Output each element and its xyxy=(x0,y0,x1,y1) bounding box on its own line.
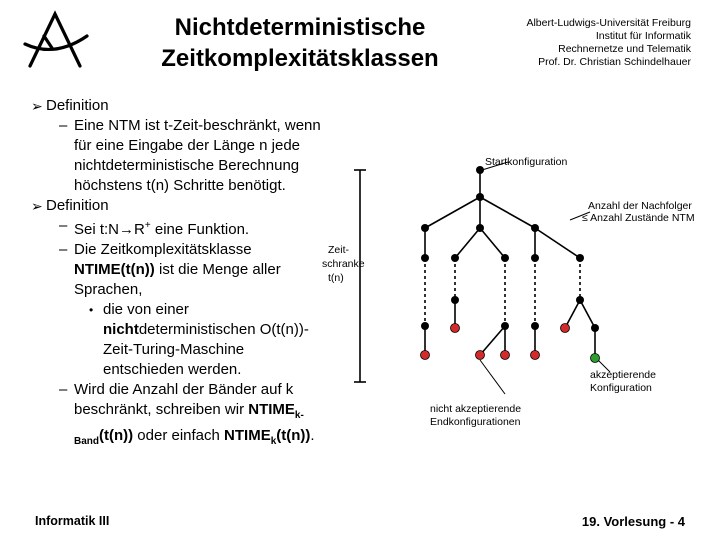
definition-2-subitem: • die von einer nichtdeterministischen O(t(n))-Zeit-Turing-Maschine entschieden werden. xyxy=(89,301,309,378)
definition-2-item-tapes: – Wird die Anzahl der Bänder auf k beschränkt, schreiben wir $NTIME_{k-Band}(t(n))$ oder einfach $NTIME_k(t(n))$. xyxy=(59,381,315,447)
label-start-configuration: Startkonfiguration xyxy=(485,156,568,168)
definition-1-text: – Eine NTM ist t-Zeit-beschränkt, wenn für eine Eingabe der Länge n jede nichtdeterministische Berechnung höchstens t(n) Schritte benötigt. xyxy=(59,117,321,194)
label-successors-line1: Anzahl der Nachfolger xyxy=(588,200,692,212)
slide-title: Nichtdeterministische Zeitkomplexitätsklassen xyxy=(161,14,439,72)
institution-line: Prof. Dr. Christian Schindelhauer xyxy=(538,56,691,68)
label-time-bound-line2: schranke xyxy=(322,258,365,270)
institution-line: Albert-Ludwigs-Universität Freiburg xyxy=(526,17,691,29)
institution-block xyxy=(471,17,691,69)
footer-page-number: 19. Vorlesung - 4 xyxy=(581,514,685,529)
label-successors-line2: ≤ Anzahl Zustände NTM xyxy=(582,212,695,224)
arrow-bullet-icon: ➢ xyxy=(31,198,43,214)
label-rejecting-line2: Endkonfigurationen xyxy=(430,416,521,428)
label-accepting-line1: akzeptierende xyxy=(590,369,656,381)
bullet-definition-1: ➢ Definition xyxy=(31,97,109,114)
computation-tree-diagram xyxy=(320,150,715,440)
slide-content xyxy=(31,96,321,452)
bullet-definition-2: ➢ Definition xyxy=(31,197,109,214)
definition-2-item-function: – Sei t:N→R+ eine Funktion. xyxy=(59,217,250,238)
institution-line: Rechnernetze und Telematik xyxy=(558,43,691,55)
arrow-bullet-icon: ➢ xyxy=(31,98,43,114)
label-rejecting-line1: nicht akzeptierende xyxy=(430,403,522,415)
label-accepting-line2: Konfiguration xyxy=(590,382,652,394)
label-time-bound-line1: Zeit- xyxy=(328,244,349,256)
definition-2-item-class: – Die Zeitkomplexitätsklasse NTIME(t(n)) ist die Menge aller Sprachen, xyxy=(59,241,281,298)
university-logo xyxy=(22,8,92,70)
institution-line: Institut für Informatik xyxy=(595,30,691,42)
footer-course: Informatik III xyxy=(35,514,110,528)
label-time-bound-line3: t(n) xyxy=(328,272,344,284)
